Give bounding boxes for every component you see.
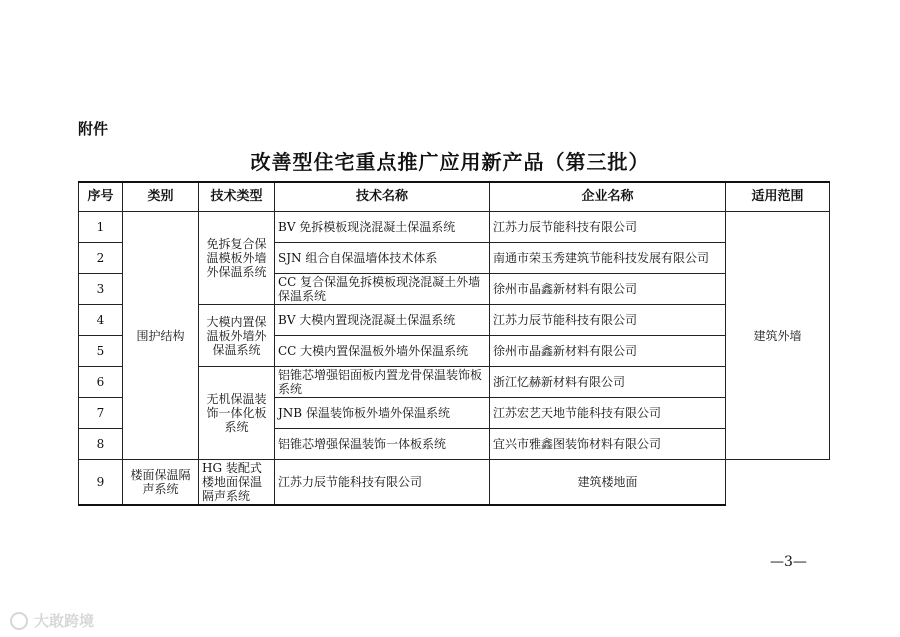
row-no: 6 xyxy=(79,367,123,398)
header-company: 企业名称 xyxy=(490,182,726,212)
tech-name: 铝锥芯增强铝面板内置龙骨保温装饰板系统 xyxy=(275,367,490,398)
category-cell: 围护结构 xyxy=(123,212,199,460)
row-no: 9 xyxy=(79,460,123,506)
tech-type-cell: 楼面保温隔声系统 xyxy=(123,460,199,506)
tech-name: CC 大模内置保温板外墙外保温系统 xyxy=(275,336,490,367)
tech-name: BV 免拆模板现浇混凝土保温系统 xyxy=(275,212,490,243)
row-no: 3 xyxy=(79,274,123,305)
watermark-logo-icon xyxy=(10,612,28,630)
tech-type-cell: 免拆复合保温模板外墙外保温系统 xyxy=(199,212,275,305)
scope-cell: 建筑外墙 xyxy=(726,212,830,460)
attachment-label: 附件 xyxy=(78,120,109,138)
tech-name: HG 装配式楼地面保温隔声系统 xyxy=(199,460,275,506)
row-no: 4 xyxy=(79,305,123,336)
table-header-row xyxy=(79,182,830,212)
header-scope: 适用范围 xyxy=(726,182,830,212)
company-name: 江苏力辰节能科技有限公司 xyxy=(275,460,490,506)
company-name: 宜兴市雅鑫图装饰材料有限公司 xyxy=(490,429,726,460)
table-row xyxy=(79,212,830,243)
page-number: —3— xyxy=(770,554,807,570)
tech-name: BV 大模内置现浇混凝土保温系统 xyxy=(275,305,490,336)
header-tech-name: 技术名称 xyxy=(275,182,490,212)
row-no: 1 xyxy=(79,212,123,243)
company-name: 江苏力辰节能科技有限公司 xyxy=(490,212,726,243)
company-name: 江苏宏艺天地节能科技有限公司 xyxy=(490,398,726,429)
row-no: 8 xyxy=(79,429,123,460)
document-title: 改善型住宅重点推广应用新产品（第三批） xyxy=(250,150,650,174)
tech-name: CC 复合保温免拆模板现浇混凝土外墙保温系统 xyxy=(275,274,490,305)
watermark-text: 大敢跨境 xyxy=(34,612,95,630)
product-table xyxy=(78,181,830,506)
row-no: 7 xyxy=(79,398,123,429)
company-name: 南通市荣玉秀建筑节能科技发展有限公司 xyxy=(490,243,726,274)
scope-cell: 建筑楼地面 xyxy=(490,460,726,506)
company-name: 浙江忆赫新材料有限公司 xyxy=(490,367,726,398)
tech-type-cell: 无机保温装饰一体化板系统 xyxy=(199,367,275,460)
tech-type-cell: 大模内置保温板外墙外保温系统 xyxy=(199,305,275,367)
row-no: 2 xyxy=(79,243,123,274)
header-category: 类别 xyxy=(123,182,199,212)
header-tech-type: 技术类型 xyxy=(199,182,275,212)
company-name: 江苏力辰节能科技有限公司 xyxy=(490,305,726,336)
table-row xyxy=(79,460,830,506)
watermark xyxy=(10,610,94,631)
company-name: 徐州市晶鑫新材料有限公司 xyxy=(490,274,726,305)
tech-name: SJN 组合自保温墙体技术体系 xyxy=(275,243,490,274)
header-no: 序号 xyxy=(79,182,123,212)
row-no: 5 xyxy=(79,336,123,367)
tech-name: JNB 保温装饰板外墙外保温系统 xyxy=(275,398,490,429)
company-name: 徐州市晶鑫新材料有限公司 xyxy=(490,336,726,367)
tech-name: 铝锥芯增强保温装饰一体板系统 xyxy=(275,429,490,460)
